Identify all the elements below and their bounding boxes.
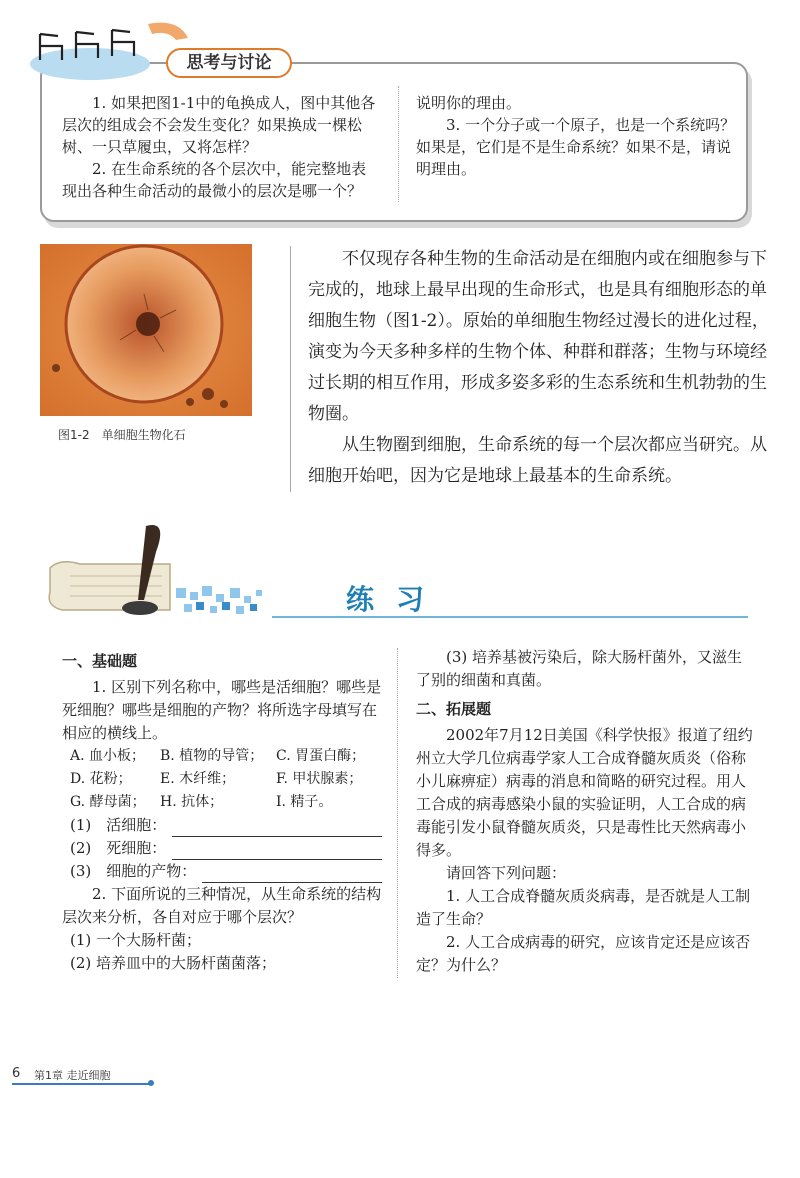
figure-caption: 图1-2 单细胞生物化石: [58, 428, 186, 442]
discussion-left-column: [62, 92, 380, 202]
discussion-divider: [398, 86, 399, 202]
blank-label-3: (3) 细胞的产物：: [70, 862, 197, 880]
answer-blank-dead-cells: [62, 837, 382, 860]
footer-rule: [12, 1083, 150, 1085]
extension-prompt: 请回答下列问题：: [446, 864, 567, 882]
exercise-column-divider: [397, 648, 398, 978]
exercise-title: 练习: [346, 583, 447, 616]
figure-divider: [290, 246, 291, 492]
q2-item-3: (3) 培养基被污染后，除大肠杆菌外，又滋生了别的细菌和真菌。: [416, 648, 743, 689]
option-g: G. 酵母菌；: [70, 794, 146, 810]
extension-question-2: 2. 人工合成病毒的研究，应该肯定还是应该否定？为什么？: [416, 933, 751, 974]
body-paragraph-1: 不仅现存各种生物的生命活动是在细胞内或在细胞参与下完成的，地球上最早出现的生命形式，也是具有细胞形态的单细胞生物（图1-2）。原始的单细胞生物经过漫长的进化过程，演变为今天多种多样的生物个体、种群和群落；生物与环境经过长期的相互作用，形成多姿多彩的生态系统和生机勃勃的生物圈。: [308, 249, 769, 424]
extension-section-heading: 二、拓展题: [416, 700, 492, 718]
basic-section-heading: 一、基础题: [62, 652, 138, 670]
option-f: F. 甲状腺素；: [276, 771, 363, 787]
answer-line-2[interactable]: [172, 842, 382, 860]
discussion-question-2: 2. 在生命系统的各个层次中，能完整地表现出各种生命活动的最微小的层次是哪一个？: [62, 160, 367, 200]
option-a: A. 血小板；: [70, 748, 146, 764]
option-h: H. 抗体；: [160, 794, 224, 810]
answer-line-1[interactable]: [172, 819, 382, 837]
discussion-title: 思考与讨论: [166, 48, 292, 78]
body-paragraph-2: 从生物圈到细胞，生命系统的每一个层次都应当研究。从细胞开始吧，因为它是地球上最基本的生命系统。: [308, 435, 767, 486]
main-body-text: [308, 244, 770, 492]
extension-question-1: 1. 人工合成脊髓灰质炎病毒，是否就是人工制造了生命？: [416, 887, 751, 928]
discussion-continued-text: 说明你的理由。: [416, 94, 522, 112]
exercise-left-column: [62, 648, 382, 975]
option-grid: [62, 745, 382, 814]
exercise-right-column: [416, 646, 756, 977]
answer-line-3[interactable]: [202, 865, 382, 883]
extension-passage: 2002年7月12日美国《科学快报》报道了纽约州立大学几位病毒学家人工合成脊髓灰质炎（俗称小儿麻痹症）病毒的消息和简略的研究过程。用人工合成的病毒感染小鼠的实验证明，人工合成的病毒能引发小鼠脊髓灰质炎，只是毒性比天然病毒小得多。: [416, 726, 753, 859]
page-number: 6: [12, 1066, 21, 1081]
answer-blank-cell-products: [62, 860, 382, 883]
discussion-question-1: 1. 如果把图1-1中的龟换成人，图中其他各层次的组成会不会发生变化？如果换成一棵松树、一只草履虫，又将怎样？: [62, 94, 376, 156]
quill-scroll-illustration: [40, 522, 280, 622]
footer-dot: [148, 1080, 154, 1086]
blank-label-1: (1) 活细胞：: [70, 816, 167, 834]
option-c: C. 胃蛋白酶；: [276, 748, 366, 764]
option-d: D. 花粉；: [70, 771, 132, 787]
basic-question-2: 2. 下面所说的三种情况，从生命系统的结构层次来分析，各自对应于哪个层次？: [62, 885, 382, 926]
discussion-right-column: [416, 92, 736, 180]
option-i: I. 精子。: [276, 794, 333, 810]
basic-question-1: 1. 区别下列名称中，哪些是活细胞？哪些是死细胞？哪些是细胞的产物？将所选字母填写在相应的横线上。: [62, 678, 382, 742]
option-e: E. 木纤维；: [160, 771, 236, 787]
option-b: B. 植物的导管；: [160, 748, 264, 764]
exercise-title-rule: [272, 616, 748, 618]
discussion-question-3: 3. 一个分子或一个原子，也是一个系统吗？如果是，它们是不是生命系统？如果不是，请说明理由。: [416, 116, 736, 178]
chapter-label: 第1章 走近细胞: [34, 1069, 111, 1082]
q2-item-2: (2) 培养皿中的大肠杆菌菌落；: [70, 954, 277, 972]
q2-item-1: (1) 一个大肠杆菌；: [70, 931, 202, 949]
fossil-image: [40, 244, 252, 416]
blank-label-2: (2) 死细胞：: [70, 839, 167, 857]
answer-blank-living-cells: [62, 814, 382, 837]
